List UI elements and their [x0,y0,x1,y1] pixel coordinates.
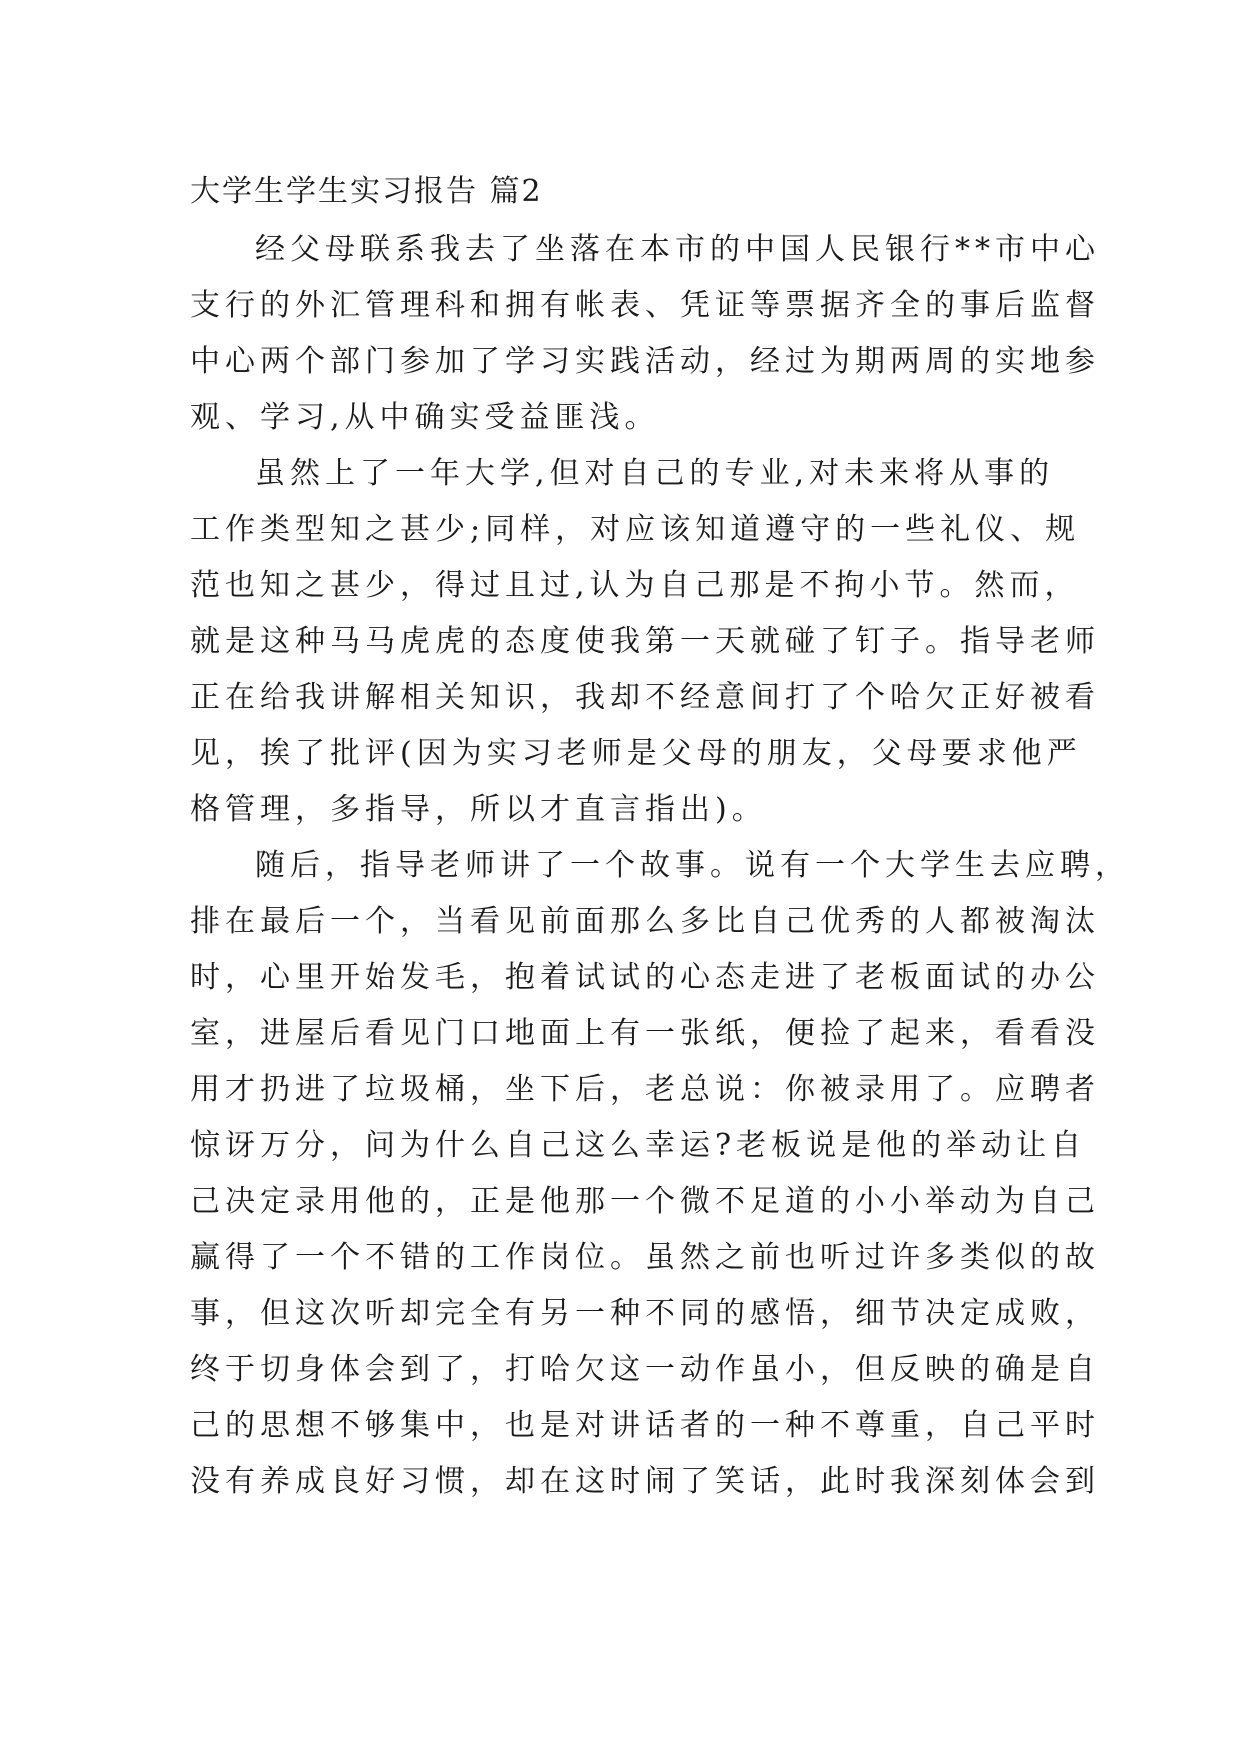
paragraph-line: 格管理，多指导，所以才直言指出)。 [190,792,767,827]
paragraph-line: 中心两个部门参加了学习实践活动，经过为期两周的实地参 [190,344,1100,379]
paragraph-line: 排在最后一个，当看见前面那么多比自己优秀的人都被淘汰 [190,904,1100,939]
paragraph-line: 随后，指导老师讲了一个故事。说有一个大学生去应聘， [255,848,1130,883]
paragraph-2 [190,446,1100,838]
document-body [190,222,1130,1510]
paragraph-line: 惊讶万分，问为什么自己这么幸运?老板说是他的举动让自 [190,1128,1087,1163]
paragraph-line: 观、学习,从中确实受益匪浅。 [190,400,660,435]
paragraph-line: 用才扔进了垃圾桶，坐下后，老总说：你被录用了。应聘者 [190,1072,1100,1107]
paragraph-line: 范也知之甚少，得过且过,认为自己那是不拘小节。然而， [190,568,1080,603]
paragraph-line: 没有养成良好习惯，却在这时闹了笑话，此时我深刻体会到 [190,1464,1100,1499]
document-title: 大学生学生实习报告 篇2 [190,174,543,209]
paragraph-line: 支行的外汇管理科和拥有帐表、凭证等票据齐全的事后监督 [190,288,1100,323]
paragraph-1 [190,222,1100,446]
paragraph-line: 时，心里开始发毛，抱着试试的心态走进了老板面试的办公 [190,960,1100,995]
paragraph-line: 见，挨了批评(因为实习老师是父母的朋友，父母要求他严 [190,736,1082,771]
paragraph-line: 工作类型知之甚少;同样，对应该知道遵守的一些礼仪、规 [190,512,1081,547]
paragraph-line: 正在给我讲解相关知识，我却不经意间打了个哈欠正好被看 [190,680,1100,715]
paragraph-line: 赢得了一个不错的工作岗位。虽然之前也听过许多类似的故 [190,1240,1100,1275]
paragraph-line: 己决定录用他的，正是他那一个微不足道的小小举动为自己 [190,1184,1100,1219]
paragraph-line: 事，但这次听却完全有另一种不同的感悟，细节决定成败， [190,1296,1100,1331]
paragraph-line: 终于切身体会到了，打哈欠这一动作虽小，但反映的确是自 [190,1352,1100,1387]
paragraph-line: 虽然上了一年大学,但对自己的专业,对未来将从事的 [255,456,1055,491]
paragraph-line: 室，进屋后看见门口地面上有一张纸，便捡了起来，看看没 [190,1016,1100,1051]
paragraph-line: 经父母联系我去了坐落在本市的中国人民银行**市中心 [255,232,1100,267]
paragraph-line: 就是这种马马虎虎的态度使我第一天就碰了钉子。指导老师 [190,624,1100,659]
paragraph-line: 己的思想不够集中，也是对讲话者的一种不尊重，自己平时 [190,1408,1100,1443]
paragraph-3 [190,838,1130,1510]
